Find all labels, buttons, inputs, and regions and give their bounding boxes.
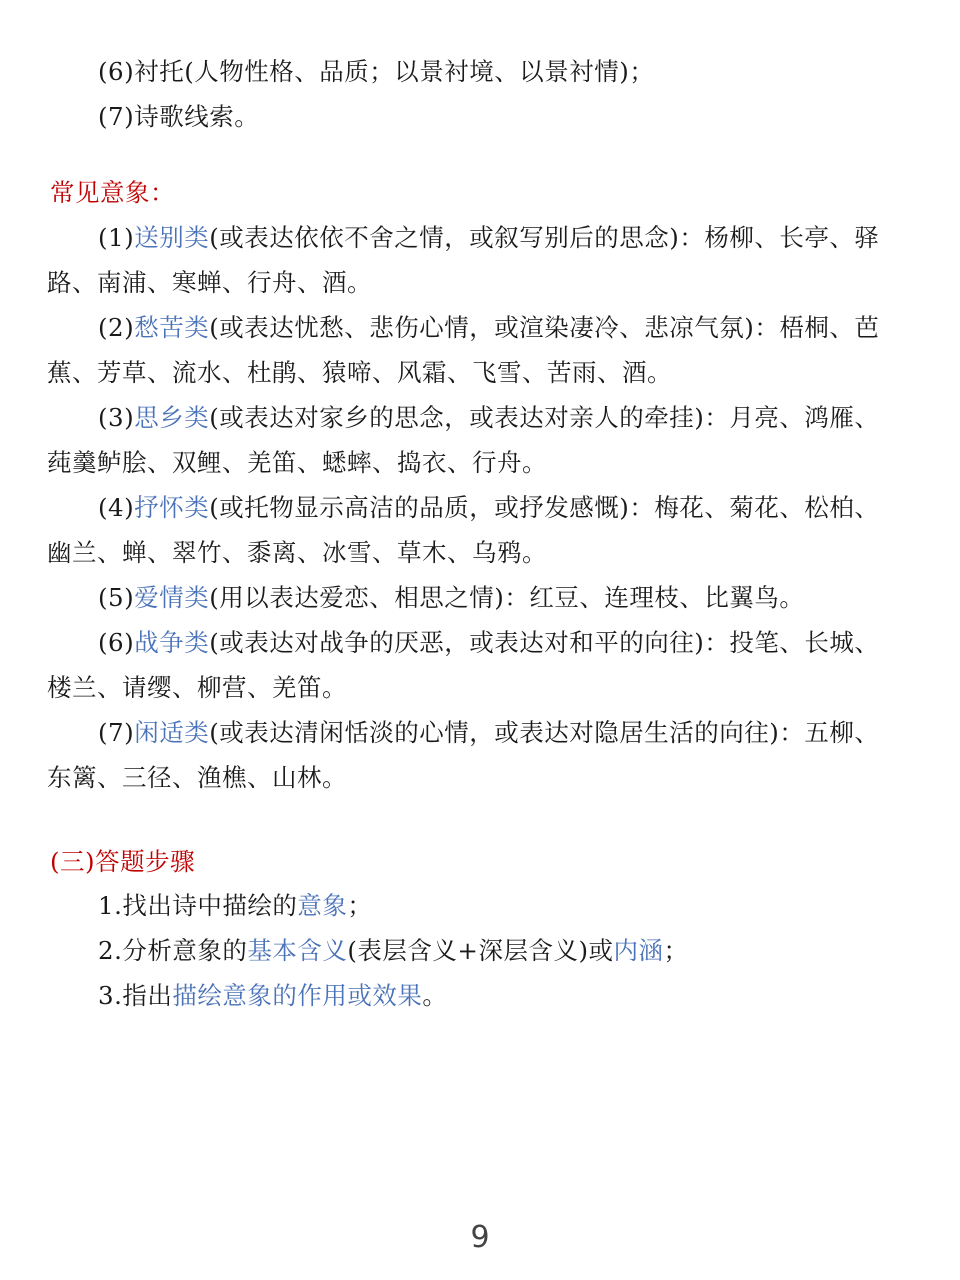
- item-number: (5): [98, 583, 135, 612]
- item-text: (或表达对战争的厌恶，或表达对和平的向往)：投笔、长城、: [209, 628, 880, 657]
- step-3: [0, 979, 960, 1013]
- imagery-item-3: [0, 401, 960, 435]
- item-number: (3): [98, 403, 135, 432]
- item-text: (或表达依依不舍之情，或叙写别后的思念)：杨柳、长亭、驿: [209, 223, 880, 252]
- category-label: 闲适类: [134, 718, 210, 747]
- step-punct: 。: [422, 981, 448, 1010]
- item-text: (或表达忧愁、悲伤心情，或渲染凄冷、悲凉气氛)：梧桐、芭: [209, 313, 880, 342]
- step-text: 2.分析意象的: [98, 936, 248, 965]
- item-number: (2): [98, 313, 135, 342]
- imagery-item-2: [0, 311, 960, 345]
- item-text: (用以表达爱恋、相思之情)：红豆、连理枝、比翼鸟。: [209, 583, 805, 612]
- imagery-heading: 常见意象：: [50, 178, 175, 207]
- step-highlight: 描绘意象的作用或效果: [172, 981, 423, 1010]
- imagery-item-4: [0, 491, 960, 525]
- intro-line-7: (7)诗歌线索。: [98, 102, 260, 131]
- imagery-item-3-cont: 莼羹鲈脍、双鲤、羌笛、蟋蟀、捣衣、行舟。: [47, 448, 547, 477]
- imagery-item-1: [0, 221, 960, 255]
- category-label: 爱情类: [134, 583, 210, 612]
- item-number: (6): [98, 628, 135, 657]
- steps-heading: (三)答题步骤: [50, 847, 196, 876]
- step-punct: ；: [347, 891, 373, 920]
- category-label: 抒怀类: [134, 493, 210, 522]
- category-label: 思乡类: [134, 403, 210, 432]
- item-number: (7): [98, 718, 135, 747]
- item-number: (4): [98, 493, 135, 522]
- intro-line-6: (6)衬托(人物性格、品质；以景衬境、以景衬情)；: [98, 57, 655, 86]
- step-highlight: 内涵: [613, 936, 664, 965]
- imagery-item-7-cont: 东篱、三径、渔樵、山林。: [47, 763, 347, 792]
- step-text: 3.指出: [98, 981, 173, 1010]
- step-text: 1.找出诗中描绘的: [98, 891, 298, 920]
- imagery-item-4-cont: 幽兰、蝉、翠竹、黍离、冰雪、草木、乌鸦。: [47, 538, 547, 567]
- imagery-item-2-cont: 蕉、芳草、流水、杜鹃、猿啼、风霜、飞雪、苦雨、酒。: [47, 358, 672, 387]
- category-label: 战争类: [134, 628, 210, 657]
- item-text: (或表达对家乡的思念，或表达对亲人的牵挂)：月亮、鸿雁、: [209, 403, 880, 432]
- step-highlight: 基本含义: [247, 936, 348, 965]
- category-label: 愁苦类: [134, 313, 210, 342]
- item-text: (或托物显示高洁的品质，或抒发感慨)：梅花、菊花、松柏、: [209, 493, 880, 522]
- item-text: (或表达清闲恬淡的心情，或表达对隐居生活的向往)：五柳、: [209, 718, 880, 747]
- item-number: (1): [98, 223, 135, 252]
- category-label: 送别类: [134, 223, 210, 252]
- imagery-item-1-cont: 路、南浦、寒蝉、行舟、酒。: [47, 268, 372, 297]
- imagery-item-7: [0, 716, 960, 750]
- step-1: [0, 889, 960, 923]
- page-number: 9: [470, 1220, 490, 1255]
- step-text: (表层含义+深层含义)或: [347, 936, 614, 965]
- step-highlight: 意象: [297, 891, 348, 920]
- imagery-item-5: [0, 581, 960, 615]
- imagery-item-6: [0, 626, 960, 660]
- step-punct: ；: [663, 936, 689, 965]
- imagery-item-6-cont: 楼兰、请缨、柳营、羌笛。: [47, 673, 347, 702]
- step-2: [0, 934, 960, 968]
